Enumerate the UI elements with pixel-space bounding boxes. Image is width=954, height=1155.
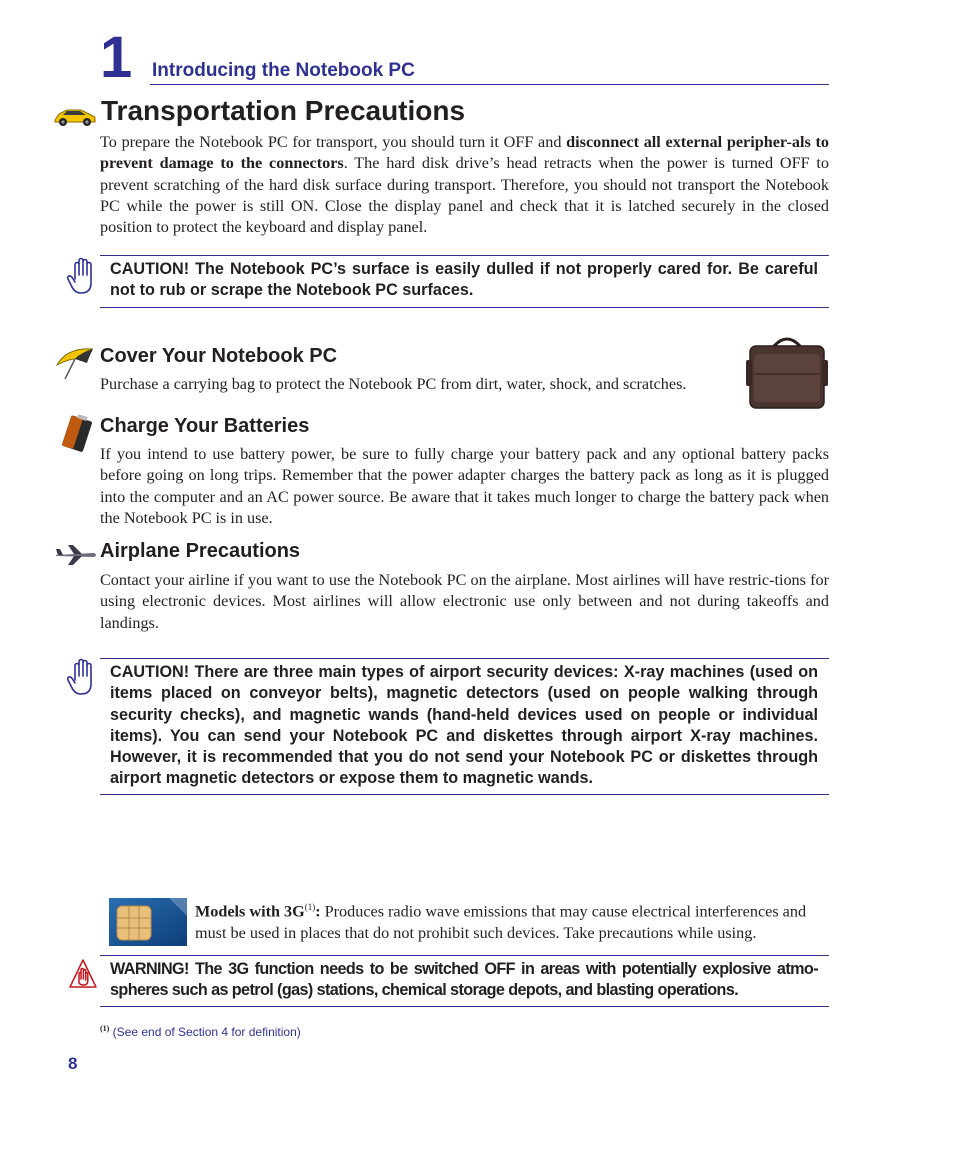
page-number: 8 <box>68 1054 78 1073</box>
chapter-title: Introducing the Notebook PC <box>152 60 415 81</box>
cover-text: Purchase a carrying bag to protect the Notebook PC from dirt, water, shock, and scratches. <box>100 375 687 393</box>
airplane-icon <box>54 543 98 572</box>
warning-text: WARNING! The 3G function needs to be switched OFF in areas with potentially explosive atmo-spheres such as petrol (gas) stations, chemical storage depots, and blasting operations. <box>110 960 818 1000</box>
caution1-bottom-rule <box>100 307 829 308</box>
hand-icon <box>66 257 98 300</box>
battery-icon <box>60 414 96 459</box>
umbrella-icon <box>53 345 97 386</box>
header-rule <box>150 84 829 85</box>
caution2-bottom-rule <box>100 794 829 795</box>
charge-text: If you intend to use battery power, be sure to fully charge your battery pack and any optional battery packs before going on long trips. Remember that the power adapter charges the battery pack as long as it is plugged into the computer and an AC power source. Be aware that it takes much longer to charge the battery pack when the Notebook PC is in use. <box>100 445 829 527</box>
caution2-top-rule <box>100 658 829 659</box>
caution1-top-rule <box>100 255 829 256</box>
sim-card-icon <box>109 898 187 951</box>
hand-icon <box>66 658 98 701</box>
warning-top-rule <box>100 955 829 956</box>
footnote: $^{(1)}$ (See end of Section 4 for definition) <box>100 1024 301 1039</box>
caution1-text: CAUTION! The Notebook PC’s surface is easily dulled if not properly cared for. Be careful not to rub or scrape the Notebook PC surfaces. <box>110 260 818 300</box>
airplane-title: Airplane Precautions <box>100 540 301 562</box>
cover-title: Cover Your Notebook PC <box>100 345 338 367</box>
bag-image <box>744 334 830 419</box>
charge-title: Charge Your Batteries <box>100 415 310 437</box>
intro-paragraph: To prepare the Notebook PC for transport, you should turn it OFF and disconnect all external peripher-als to prevent damage to the connectors. The hard disk drive’s head retracts when the power is turned OFF to prevent scratching of the hard disk surface during transport. Therefore, you should not transport the Notebook PC while the power is still ON. Close the display panel and check that it is latched securely in the closed position to protect the keyboard and display panel. <box>100 133 830 237</box>
models-3g-text: Models with $3G^{(1)}$: Produces radio wave emissions that may cause electrical interferences and must be used in places that do not prohibit such devices. Take precautions while using. <box>195 902 807 942</box>
chapter-number: 1 <box>100 25 133 90</box>
warning-bottom-rule <box>100 1006 829 1007</box>
car-icon <box>53 104 97 133</box>
caution2-text: CAUTION! There are three main types of airport security devices: X-ray machines (used on items placed on conveyor belts), magnetic detectors (used on people walking through security checks), and magnetic wands (hand-held devices used on people or individual items). You can send your Notebook PC and diskettes through airport X-ray machines. However, it is recommended that you do not send your Notebook PC or diskettes through airport magnetic detectors or expose them to magnetic wands. <box>110 663 818 788</box>
airplane-text: Contact your airline if you want to use the Notebook PC on the airplane. Most airlines will have restric-tions for using electronic devices. Most airlines will allow electronic use only between and not during takeoffs and landings. <box>100 571 829 632</box>
warning-hand-icon <box>68 958 98 995</box>
section-title: Transportation Precautions <box>101 95 466 126</box>
